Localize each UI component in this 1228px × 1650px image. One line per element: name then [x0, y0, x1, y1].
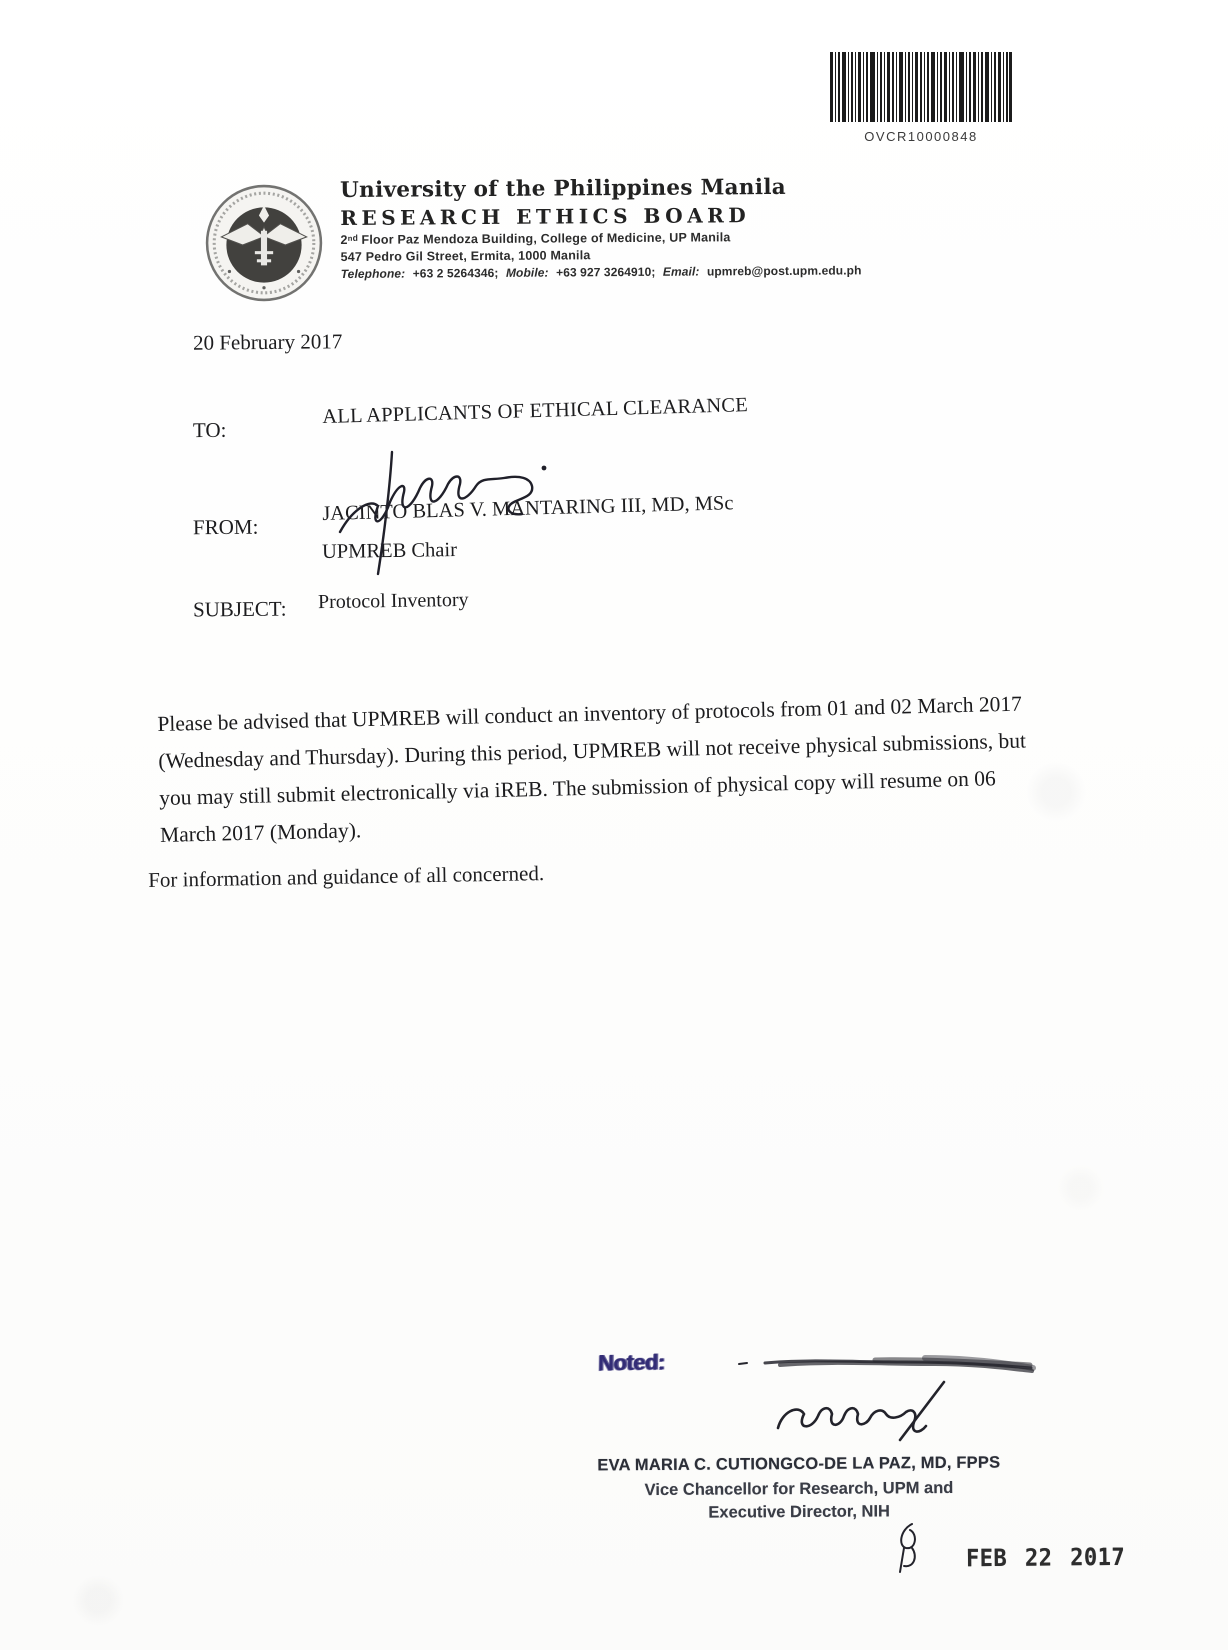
barcode-icon: [830, 52, 1012, 122]
letterhead-address-line2: 547 Pedro Gil Street, Ermita, 1000 Manila: [340, 248, 591, 264]
from-label: FROM:: [192, 514, 259, 540]
memo-closing: For information and guidance of all concerned.: [148, 861, 545, 892]
to-label: TO:: [192, 417, 227, 443]
barcode-label: OVCR10000848: [864, 129, 978, 144]
letterhead-contact: [341, 263, 866, 281]
letterhead-university: University of the Philippines Manila: [340, 174, 787, 203]
from-name: JACINTO BLAS V. MANTARING III, MD, MSc: [322, 492, 734, 525]
noted-stamp: Noted:: [597, 1349, 665, 1376]
approver-signature: [772, 1376, 952, 1448]
mobile-value: +63 927 3264910;: [556, 264, 656, 280]
subject-value: Protocol Inventory: [317, 588, 469, 614]
barcode-block: [830, 52, 1012, 144]
to-value: ALL APPLICANTS OF ETHICAL CLEARANCE: [322, 394, 749, 428]
approver-block: [573, 1453, 1025, 1523]
letterhead: [340, 174, 866, 281]
initials-mark: [888, 1520, 932, 1576]
received-date-stamp: FEB 22 2017: [965, 1544, 1126, 1573]
mobile-label: Mobile:: [505, 265, 549, 280]
approver-title-line1: Vice Chancellor for Research, UPM and: [644, 1478, 954, 1500]
from-signature: [332, 446, 572, 576]
telephone-value: +63 2 5264346;: [412, 265, 499, 281]
telephone-label: Telephone:: [340, 266, 406, 281]
from-title: UPMREB Chair: [321, 539, 458, 563]
scribble-mark: [735, 1346, 1035, 1378]
letterhead-address-line1: 2ⁿᵈ Floor Paz Mendoza Building, College of Medicine, UP Manila: [340, 230, 731, 247]
email-value: upmreb@post.upm.edu.ph: [706, 263, 862, 279]
memo-date: 20 February 2017: [192, 329, 343, 355]
email-label: Email:: [662, 264, 700, 279]
letterhead-board-name: RESEARCH ETHICS BOARD: [340, 203, 751, 230]
subject-label: SUBJECT:: [192, 596, 287, 622]
approver-title-line2: Executive Director, NIH: [708, 1502, 891, 1522]
university-seal-logo: [203, 182, 325, 304]
memo-body: Please be advised that UPMREB will conduct an inventory of protocols from 01 and 02 March 2017 (Wednesday and Thursday). During this period, UPMREB will not receive physical submissions, but you may still submit electronically via iREB. The submission of physical copy will resume on 06 March 2017 (Monday).: [157, 691, 1027, 847]
approver-name: EVA MARIA C. CUTIONGCO-DE LA PAZ, MD, FPPS: [597, 1453, 1001, 1475]
